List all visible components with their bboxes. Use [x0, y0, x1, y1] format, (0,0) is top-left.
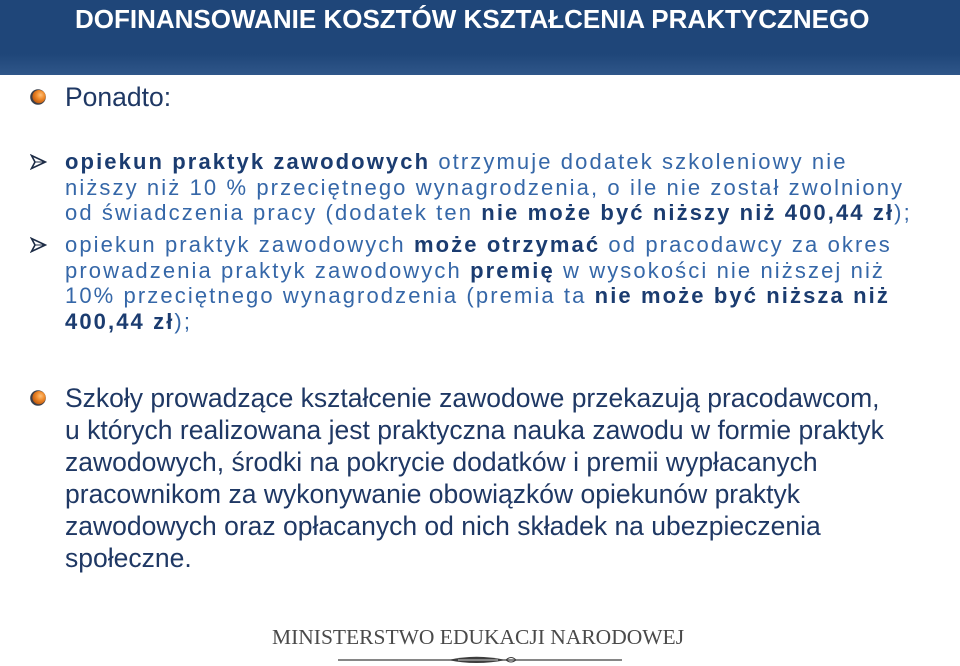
bullet-line — [65, 283, 892, 309]
orange-bullet-icon — [30, 390, 46, 406]
slide-title: DOFINANSOWANIE KOSZTÓW KSZTAŁCENIA PRAKTYCZNEGO — [75, 4, 870, 34]
bullet-line — [65, 309, 892, 335]
arrow-bullet-icon — [30, 237, 47, 253]
paragraph-line: Szkoły prowadzące kształcenie zawodowe przekazują pracodawcom, — [65, 383, 880, 413]
bullet-text-run: opiekun praktyk zawodowych — [65, 232, 414, 257]
paragraph-line: pracownikom za wykonywanie obowiązków opiekunów praktyk — [65, 479, 800, 509]
paragraph-line: zawodowych, środki na pokrycie dodatków i premii wypłacanych — [65, 447, 818, 477]
slide-header — [0, 0, 960, 75]
bullet-text-run: nie może być niższy niż 400,44 zł — [481, 200, 895, 225]
paragraph-line: zawodowych oraz opłacanych od nich składek na ubezpieczenia — [65, 511, 821, 541]
bullet-text-run: od pracodawcy za okres — [600, 232, 892, 257]
bullet-text-run: ); — [894, 200, 912, 225]
paragraph-line: społeczne. — [65, 543, 192, 573]
footer-ministry-name: MINISTERSTWO EDUKACJI NARODOWEJ — [272, 625, 685, 649]
bullet-text-run: 400,44 zł — [65, 308, 175, 334]
intro-item — [0, 81, 960, 113]
bullet-text-run: niższy niż 10 % przeciętnego wynagrodzenia, o ile nie został zwolniony — [65, 174, 905, 200]
bullet-text-run: 10% przeciętnego wynagrodzenia (premia ta — [65, 283, 595, 308]
bullet-text-run: prowadzenia praktyk zawodowych — [65, 257, 471, 283]
arrow-bullet-icon — [30, 154, 47, 170]
paragraph-text — [65, 382, 884, 574]
bullet-text — [65, 232, 892, 334]
orange-bullet-icon — [30, 89, 46, 105]
bullet-text-run: premię — [470, 257, 555, 283]
bullet-text-run: ); — [174, 308, 193, 334]
bullet-text-run: opiekun praktyk zawodowych — [65, 149, 431, 174]
bullet-line — [65, 200, 912, 226]
bullet-line — [65, 232, 892, 258]
bullet-text-run: w wysokości nie niższej niż — [554, 257, 886, 283]
bullet-text-run: od świadczenia pracy (dodatek ten — [65, 200, 482, 225]
paragraph-line: u których realizowana jest praktyczna nauka zawodu w formie praktyk — [65, 415, 884, 445]
bullet-line — [65, 175, 912, 201]
bullet-text-run: nie może być niższa niż — [594, 283, 890, 308]
bullet-line — [65, 258, 892, 284]
bullet-text — [65, 149, 912, 226]
intro-text: Ponadto: — [65, 82, 172, 112]
bullet-text-run: może otrzymać — [413, 232, 601, 257]
bullet-text-run: otrzymuje dodatek szkoleniowy nie — [430, 149, 848, 174]
pen-divider-icon — [330, 650, 630, 666]
bullet-line — [65, 149, 912, 175]
